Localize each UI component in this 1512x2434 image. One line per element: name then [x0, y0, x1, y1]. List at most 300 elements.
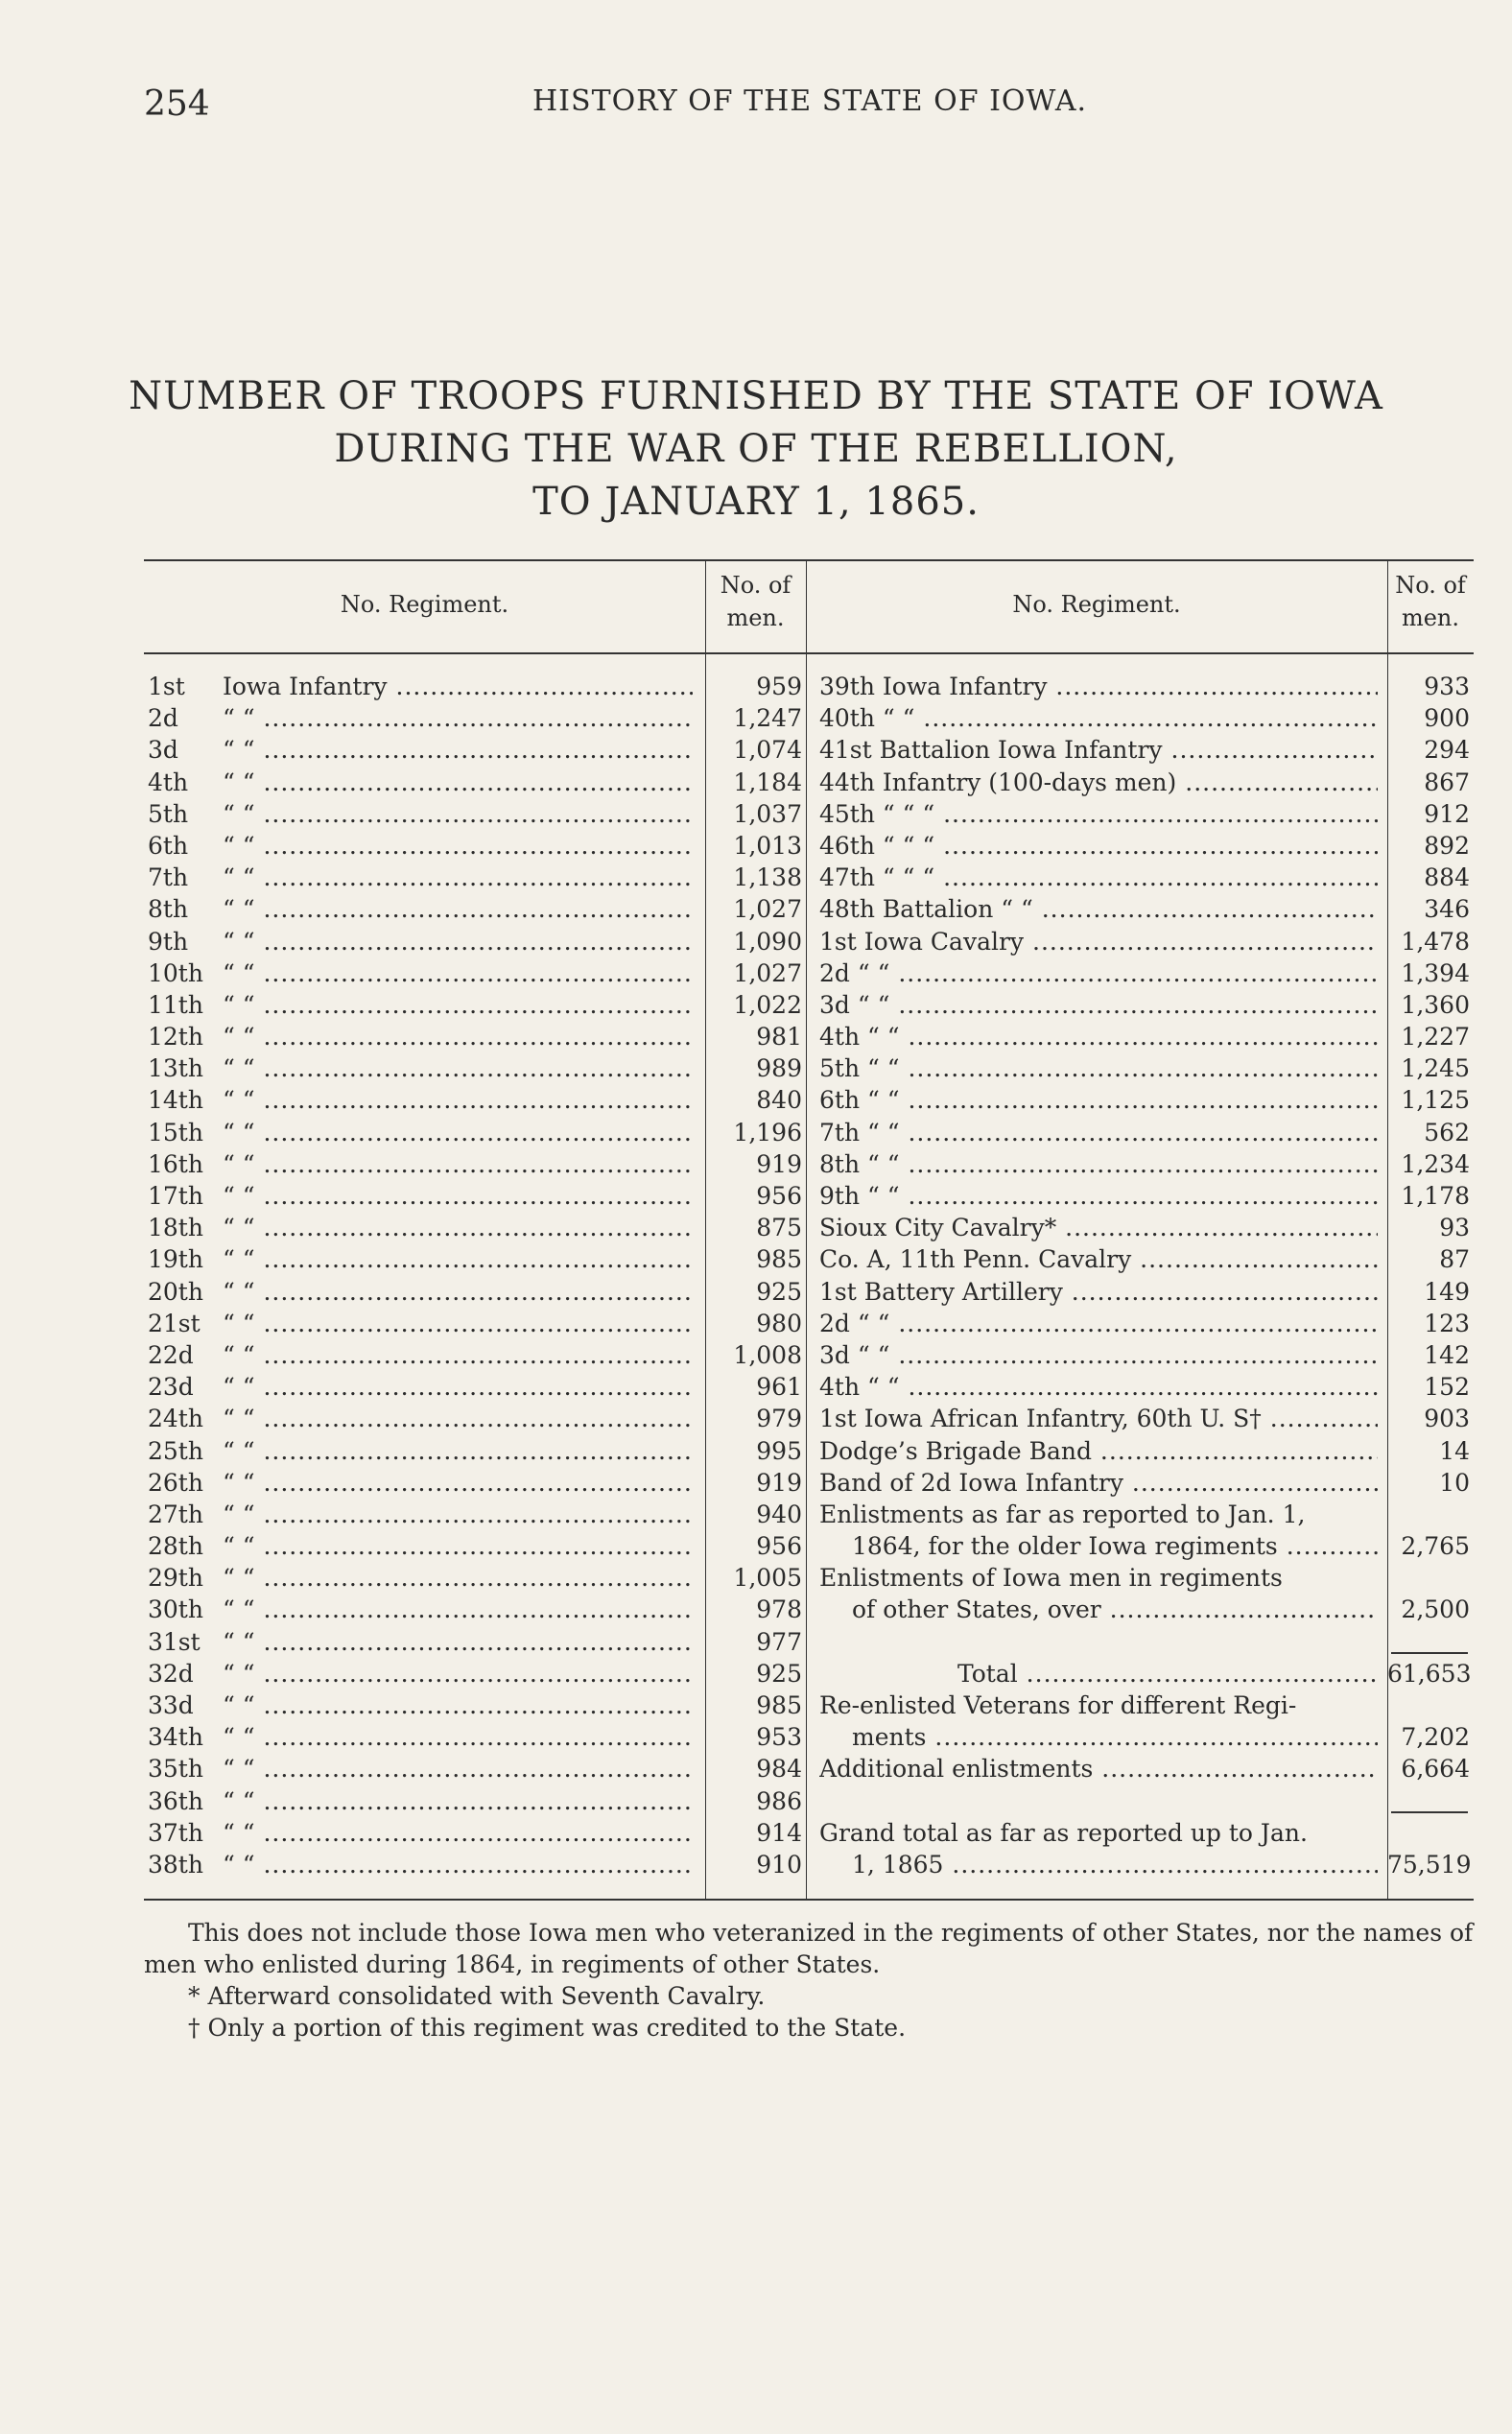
- regiment-name: 45th “ “ “: [819, 799, 935, 828]
- table-row: [819, 1499, 1474, 1530]
- regiment-label: [148, 1817, 693, 1849]
- table-row: [819, 1435, 1474, 1467]
- regiment-label: [148, 1084, 693, 1116]
- table-row: [819, 1721, 1474, 1753]
- regiment-label: [148, 767, 693, 798]
- table-title: [0, 370, 1512, 529]
- regiment-label: [148, 798, 693, 830]
- regiment-label: [819, 1021, 1378, 1052]
- table-row: [148, 1530, 806, 1562]
- regiment-label: [819, 1148, 1378, 1180]
- regiment-ordinal: 14th: [148, 1086, 203, 1115]
- table-row: [819, 926, 1474, 957]
- regiment-name: “ “: [223, 927, 255, 956]
- regiment-label: [819, 957, 1378, 989]
- men-count: 912: [1424, 799, 1470, 828]
- footnote-asterisk: * Afterward consolidated with Seventh Cavalry.: [188, 1982, 766, 2010]
- regiment-name: “ “: [223, 736, 255, 765]
- regiment-name: “ “: [223, 1627, 255, 1656]
- regiment-label: [148, 734, 693, 766]
- regiment-label: [819, 767, 1378, 798]
- regiment-label: [148, 1276, 693, 1308]
- table-row: [819, 830, 1474, 862]
- regiment-name: “ “: [223, 1595, 255, 1624]
- men-count: 1,027: [733, 958, 802, 987]
- title-line-2: DURING THE WAR OF THE REBELLION,: [334, 427, 1178, 471]
- regiment-ordinal: 21st: [148, 1309, 201, 1337]
- table-row: [819, 1403, 1474, 1434]
- regiment-name: “ “: [223, 1659, 255, 1688]
- regiment-label: [819, 1308, 1378, 1339]
- regiment-label: [819, 1817, 1378, 1849]
- men-count: 875: [756, 1214, 802, 1242]
- regiment-label: [819, 989, 1378, 1021]
- total-rule: [1391, 1652, 1468, 1654]
- table-row: [819, 1339, 1474, 1371]
- regiment-name: “ “: [223, 1309, 255, 1337]
- regiment-name: “ “: [223, 1405, 255, 1433]
- regiment-label: [148, 1785, 693, 1817]
- regiment-ordinal: 37th: [148, 1818, 203, 1847]
- regiment-label: [148, 1562, 693, 1594]
- men-count: 1,247: [733, 704, 802, 733]
- regiment-ordinal: 32d: [148, 1659, 194, 1688]
- regiment-label: [819, 1721, 1378, 1753]
- regiment-name: 46th “ “ “: [819, 831, 935, 860]
- men-count: 1,394: [1401, 958, 1470, 987]
- men-count: 892: [1424, 831, 1470, 860]
- title-line-1: NUMBER OF TROOPS FURNISHED BY THE STATE OF IOWA: [129, 374, 1383, 418]
- regiment-name: “ “: [223, 1054, 255, 1083]
- regiment-name: “ “: [223, 958, 255, 987]
- regiment-ordinal: 15th: [148, 1118, 203, 1146]
- table-row: [148, 1626, 806, 1658]
- regiment-name: “ “: [223, 1786, 255, 1815]
- regiment-name: “ “: [223, 1468, 255, 1497]
- header-men-line1: No. of: [1395, 572, 1466, 599]
- men-count: 152: [1424, 1373, 1470, 1402]
- table-row: [148, 1084, 806, 1116]
- table-top-rule: [144, 559, 1474, 561]
- regiment-label: [148, 893, 693, 925]
- regiment-name: 5th “ “: [819, 1054, 900, 1083]
- table-row: [819, 1849, 1474, 1880]
- men-count: 900: [1424, 704, 1470, 733]
- regiment-label: [819, 1499, 1378, 1530]
- regiment-label: [819, 1690, 1378, 1721]
- table-row: [819, 1658, 1474, 1690]
- table-row: [148, 1690, 806, 1721]
- regiment-name: Grand total as far as reported up to Jan.: [819, 1818, 1308, 1847]
- regiment-name: “ “: [223, 1086, 255, 1115]
- men-count: 6,664: [1401, 1755, 1470, 1784]
- men-count: 7,202: [1401, 1723, 1470, 1752]
- regiment-ordinal: 35th: [148, 1755, 203, 1784]
- table-row: [819, 1052, 1474, 1084]
- regiment-ordinal: 16th: [148, 1149, 203, 1178]
- table-row: [148, 1148, 806, 1180]
- table-row: [819, 1690, 1474, 1721]
- table-bottom-rule: [144, 1899, 1474, 1901]
- regiment-name: 4th “ “: [819, 1023, 900, 1052]
- men-count: 1,074: [733, 736, 802, 765]
- table-row: [819, 767, 1474, 798]
- regiment-label: [148, 1308, 693, 1339]
- regiment-label: [148, 1753, 693, 1784]
- men-count: 910: [756, 1850, 802, 1879]
- regiment-name: 2d “ “: [819, 1309, 890, 1337]
- page-number: 254: [144, 84, 210, 124]
- men-count: 980: [756, 1309, 802, 1337]
- table-row: [148, 989, 806, 1021]
- regiment-name: 8th “ “: [819, 1149, 900, 1178]
- table-row: [148, 1658, 806, 1690]
- regiment-label: [819, 926, 1378, 957]
- regiment-ordinal: 30th: [148, 1595, 203, 1624]
- regiment-ordinal: 2d: [148, 704, 178, 733]
- regiment-label: [148, 1212, 693, 1243]
- men-count: 149: [1424, 1277, 1470, 1306]
- table-row: [819, 798, 1474, 830]
- regiment-name: Sioux City Cavalry*: [819, 1214, 1057, 1242]
- table-row: [819, 1562, 1474, 1594]
- table-row: [819, 1626, 1474, 1658]
- men-count: 1,027: [733, 895, 802, 924]
- table-row: [819, 1785, 1474, 1817]
- regiment-name: “ “: [223, 895, 255, 924]
- regiment-name: “ “: [223, 1436, 255, 1465]
- regiment-name: “ “: [223, 1214, 255, 1242]
- regiment-name: 1st Battery Artillery: [819, 1277, 1063, 1306]
- regiment-ordinal: 5th: [148, 799, 189, 828]
- regiment-label: [148, 1721, 693, 1753]
- regiment-name: 6th “ “: [819, 1086, 900, 1115]
- regiment-name: Additional enlistments: [819, 1755, 1094, 1784]
- regiment-ordinal: 34th: [148, 1723, 203, 1752]
- troops-table: [144, 559, 1474, 1902]
- regiment-ordinal: 10th: [148, 958, 203, 987]
- regiment-label: [819, 1052, 1378, 1084]
- grand-total-rule: [1391, 1811, 1468, 1813]
- men-count: 979: [756, 1405, 802, 1433]
- regiment-label: [819, 1562, 1378, 1594]
- regiment-label: [819, 1212, 1378, 1243]
- regiment-ordinal: 6th: [148, 831, 189, 860]
- column-divider: [806, 559, 807, 1899]
- men-count: 985: [756, 1245, 802, 1274]
- regiment-label: [148, 1117, 693, 1148]
- table-row: [819, 1753, 1474, 1784]
- table-row: [819, 1084, 1474, 1116]
- men-count: 1,227: [1401, 1023, 1470, 1052]
- regiment-name: 39th Iowa Infantry: [819, 673, 1048, 700]
- regiment-ordinal: 11th: [148, 990, 203, 1019]
- footnote-main: This does not include those Iowa men who veteranized in the regiments of other States, nor the names of men who enlisted during 1864, in regiments of other States.: [144, 1919, 1474, 1978]
- regiment-ordinal: 18th: [148, 1214, 203, 1242]
- table-row: [148, 1562, 806, 1594]
- men-count: 1,138: [733, 863, 802, 892]
- regiment-name: “ “: [223, 704, 255, 733]
- regiment-name: 41st Battalion Iowa Infantry: [819, 736, 1163, 765]
- regiment-name: Re-enlisted Veterans for different Regi-: [819, 1691, 1297, 1719]
- table-row: [148, 1276, 806, 1308]
- men-count: 1,196: [733, 1118, 802, 1146]
- regiment-name: “ “: [223, 1277, 255, 1306]
- regiment-ordinal: 17th: [148, 1182, 203, 1210]
- men-count: 956: [756, 1182, 802, 1210]
- regiment-name: “ “: [223, 1023, 255, 1052]
- men-count: 884: [1424, 863, 1470, 892]
- regiment-ordinal: 23d: [148, 1373, 194, 1402]
- regiment-name: 1, 1865: [852, 1850, 944, 1879]
- table-row: [148, 1817, 806, 1849]
- men-count: 1,360: [1401, 990, 1470, 1019]
- right-column: [819, 671, 1474, 1880]
- table-row: [148, 1339, 806, 1371]
- regiment-name: 1864, for the older Iowa regiments: [852, 1532, 1278, 1561]
- regiment-ordinal: 38th: [148, 1850, 203, 1879]
- table-row: [819, 1530, 1474, 1562]
- regiment-name: “ “: [223, 1118, 255, 1146]
- table-row: [148, 1180, 806, 1212]
- regiment-name: of other States, over: [852, 1595, 1101, 1624]
- regiment-label: [819, 830, 1378, 862]
- table-row: [148, 671, 806, 702]
- regiment-ordinal: 25th: [148, 1436, 203, 1465]
- footnotes: [144, 1917, 1477, 2044]
- table-row: [819, 1467, 1474, 1499]
- men-count: 989: [756, 1054, 802, 1083]
- men-count: 925: [756, 1659, 802, 1688]
- regiment-name: 9th “ “: [819, 1182, 900, 1210]
- regiment-label: [819, 1594, 1378, 1625]
- regiment-name: “ “: [223, 831, 255, 860]
- men-count: 1,245: [1401, 1054, 1470, 1083]
- men-count: 986: [756, 1786, 802, 1815]
- regiment-label: [148, 926, 693, 957]
- men-count: 10: [1439, 1468, 1470, 1497]
- title-line-3: TO JANUARY 1, 1865.: [532, 480, 980, 524]
- regiment-label: [819, 1339, 1378, 1371]
- table-row: [819, 957, 1474, 989]
- table-row: [819, 734, 1474, 766]
- regiment-name: 1st Iowa African Infantry, 60th U. S†: [819, 1405, 1262, 1433]
- men-count: 981: [756, 1023, 802, 1052]
- table-row: [819, 1594, 1474, 1625]
- table-row: [148, 1021, 806, 1052]
- table-row: [819, 1212, 1474, 1243]
- table-row: [819, 702, 1474, 734]
- table-row: [148, 1785, 806, 1817]
- regiment-label: [819, 1180, 1378, 1212]
- men-count: 2,765: [1401, 1532, 1470, 1561]
- regiment-ordinal: 28th: [148, 1532, 203, 1561]
- regiment-name: “ “: [223, 1500, 255, 1528]
- regiment-label: [819, 734, 1378, 766]
- regiment-name: “ “: [223, 799, 255, 828]
- table-row: [148, 1753, 806, 1784]
- regiment-ordinal: 13th: [148, 1054, 203, 1083]
- men-count: 919: [756, 1468, 802, 1497]
- regiment-label: [148, 1658, 693, 1690]
- table-row: [819, 1180, 1474, 1212]
- men-count: 956: [756, 1532, 802, 1561]
- table-row: [148, 1849, 806, 1880]
- table-row: [819, 1276, 1474, 1308]
- men-count: 1,008: [733, 1340, 802, 1369]
- table-row: [819, 1021, 1474, 1052]
- table-row: [819, 671, 1474, 702]
- regiment-ordinal: 12th: [148, 1023, 203, 1052]
- table-row: [148, 1435, 806, 1467]
- table-row: [148, 734, 806, 766]
- men-count: 903: [1424, 1405, 1470, 1433]
- regiment-label: [148, 1467, 693, 1499]
- footnote-dagger: † Only a portion of this regiment was credited to the State.: [188, 2014, 907, 2042]
- table-row: [148, 1371, 806, 1403]
- men-count: 1,125: [1401, 1086, 1470, 1115]
- regiment-name: “ “: [223, 1373, 255, 1402]
- table-row: [148, 926, 806, 957]
- men-count: 123: [1424, 1309, 1470, 1337]
- regiment-label: [819, 702, 1378, 734]
- regiment-label: [148, 702, 693, 734]
- men-count: 840: [756, 1086, 802, 1115]
- regiment-ordinal: 20th: [148, 1277, 203, 1306]
- men-count: 1,478: [1401, 927, 1470, 956]
- header-regiment-left: No. Regiment.: [340, 591, 509, 618]
- men-count: 977: [756, 1627, 802, 1656]
- regiment-label: [819, 1243, 1378, 1275]
- regiment-label: [819, 1658, 1378, 1690]
- regiment-name: “ “: [223, 1149, 255, 1178]
- regiment-label: [148, 1849, 693, 1880]
- regiment-label: [819, 862, 1378, 893]
- men-count: 925: [756, 1277, 802, 1306]
- regiment-label: [148, 957, 693, 989]
- header-men-line2: men.: [1401, 604, 1460, 631]
- men-count: 93: [1439, 1214, 1470, 1242]
- men-count: 61,653: [1387, 1659, 1472, 1688]
- regiment-name: 7th “ “: [819, 1118, 900, 1146]
- regiment-name: “ “: [223, 1691, 255, 1719]
- regiment-name: “ “: [223, 1818, 255, 1847]
- regiment-label: [819, 1753, 1378, 1784]
- regiment-label: [148, 1180, 693, 1212]
- table-row: [148, 1467, 806, 1499]
- regiment-label: [819, 1276, 1378, 1308]
- men-count: 1,184: [733, 768, 802, 796]
- table-header-rule: [144, 652, 1474, 654]
- regiment-label: [148, 1403, 693, 1434]
- table-row: [148, 1243, 806, 1275]
- men-count: 933: [1424, 673, 1470, 700]
- table-row: [148, 1403, 806, 1434]
- regiment-name: 47th “ “ “: [819, 863, 935, 892]
- men-count: 294: [1424, 736, 1470, 765]
- regiment-ordinal: 26th: [148, 1468, 203, 1497]
- men-count: 959: [756, 673, 802, 700]
- table-row: [819, 1117, 1474, 1148]
- regiment-name: 40th “ “: [819, 704, 915, 733]
- regiment-ordinal: 36th: [148, 1786, 203, 1815]
- table-row: [148, 1721, 806, 1753]
- men-count: 1,037: [733, 799, 802, 828]
- regiment-name: “ “: [223, 990, 255, 1019]
- regiment-name: 48th Battalion “ “: [819, 895, 1033, 924]
- men-count: 1,178: [1401, 1182, 1470, 1210]
- regiment-label: [148, 1594, 693, 1625]
- regiment-name: “ “: [223, 1340, 255, 1369]
- regiment-name: Enlistments as far as reported to Jan. 1,: [819, 1500, 1306, 1528]
- men-count: 87: [1439, 1245, 1470, 1274]
- regiment-label: [148, 1530, 693, 1562]
- regiment-name: 44th Infantry (100-days men): [819, 768, 1177, 796]
- regiment-label: [148, 1371, 693, 1403]
- table-row: [148, 1117, 806, 1148]
- men-count: 984: [756, 1755, 802, 1784]
- table-row: [148, 1499, 806, 1530]
- regiment-name: Iowa Infantry: [223, 673, 388, 700]
- regiment-name: Dodge’s Brigade Band: [819, 1436, 1092, 1465]
- regiment-label: [819, 1117, 1378, 1148]
- men-count: 2,500: [1401, 1595, 1470, 1624]
- table-row: [148, 1308, 806, 1339]
- regiment-name: Total: [957, 1659, 1018, 1688]
- regiment-ordinal: 8th: [148, 895, 189, 924]
- regiment-name: 2d “ “: [819, 958, 890, 987]
- regiment-name: “ “: [223, 1245, 255, 1274]
- regiment-label: [148, 830, 693, 862]
- regiment-label: [148, 1626, 693, 1658]
- regiment-label: [148, 989, 693, 1021]
- regiment-name: “ “: [223, 1182, 255, 1210]
- table-row: [148, 767, 806, 798]
- table-row: [819, 1148, 1474, 1180]
- table-row: [819, 1817, 1474, 1849]
- table-row: [819, 893, 1474, 925]
- men-count: 953: [756, 1723, 802, 1752]
- regiment-label: [148, 1499, 693, 1530]
- regiment-label: [819, 1467, 1378, 1499]
- regiment-name: ments: [852, 1723, 927, 1752]
- regiment-name: 1st Iowa Cavalry: [819, 927, 1025, 956]
- left-column: [148, 671, 806, 1880]
- regiment-ordinal: 4th: [148, 768, 189, 796]
- header-men-right: [1387, 569, 1474, 634]
- regiment-label: [819, 798, 1378, 830]
- men-count: 1,234: [1401, 1149, 1470, 1178]
- regiment-ordinal: 29th: [148, 1564, 203, 1593]
- men-count: 867: [1424, 768, 1470, 796]
- regiment-name: “ “: [223, 1564, 255, 1593]
- regiment-ordinal: 19th: [148, 1245, 203, 1274]
- running-head: [144, 84, 1397, 132]
- men-count: 914: [756, 1818, 802, 1847]
- regiment-ordinal: 1st: [148, 673, 185, 700]
- regiment-ordinal: 31st: [148, 1627, 201, 1656]
- regiment-label: [148, 671, 693, 702]
- table-row: [148, 1594, 806, 1625]
- regiment-name: “ “: [223, 768, 255, 796]
- regiment-label: [148, 1052, 693, 1084]
- regiment-label: [148, 1339, 693, 1371]
- table-row: [148, 862, 806, 893]
- regiment-label: [819, 1371, 1378, 1403]
- men-count: 919: [756, 1149, 802, 1178]
- regiment-label: [148, 1690, 693, 1721]
- men-count: 142: [1424, 1340, 1470, 1369]
